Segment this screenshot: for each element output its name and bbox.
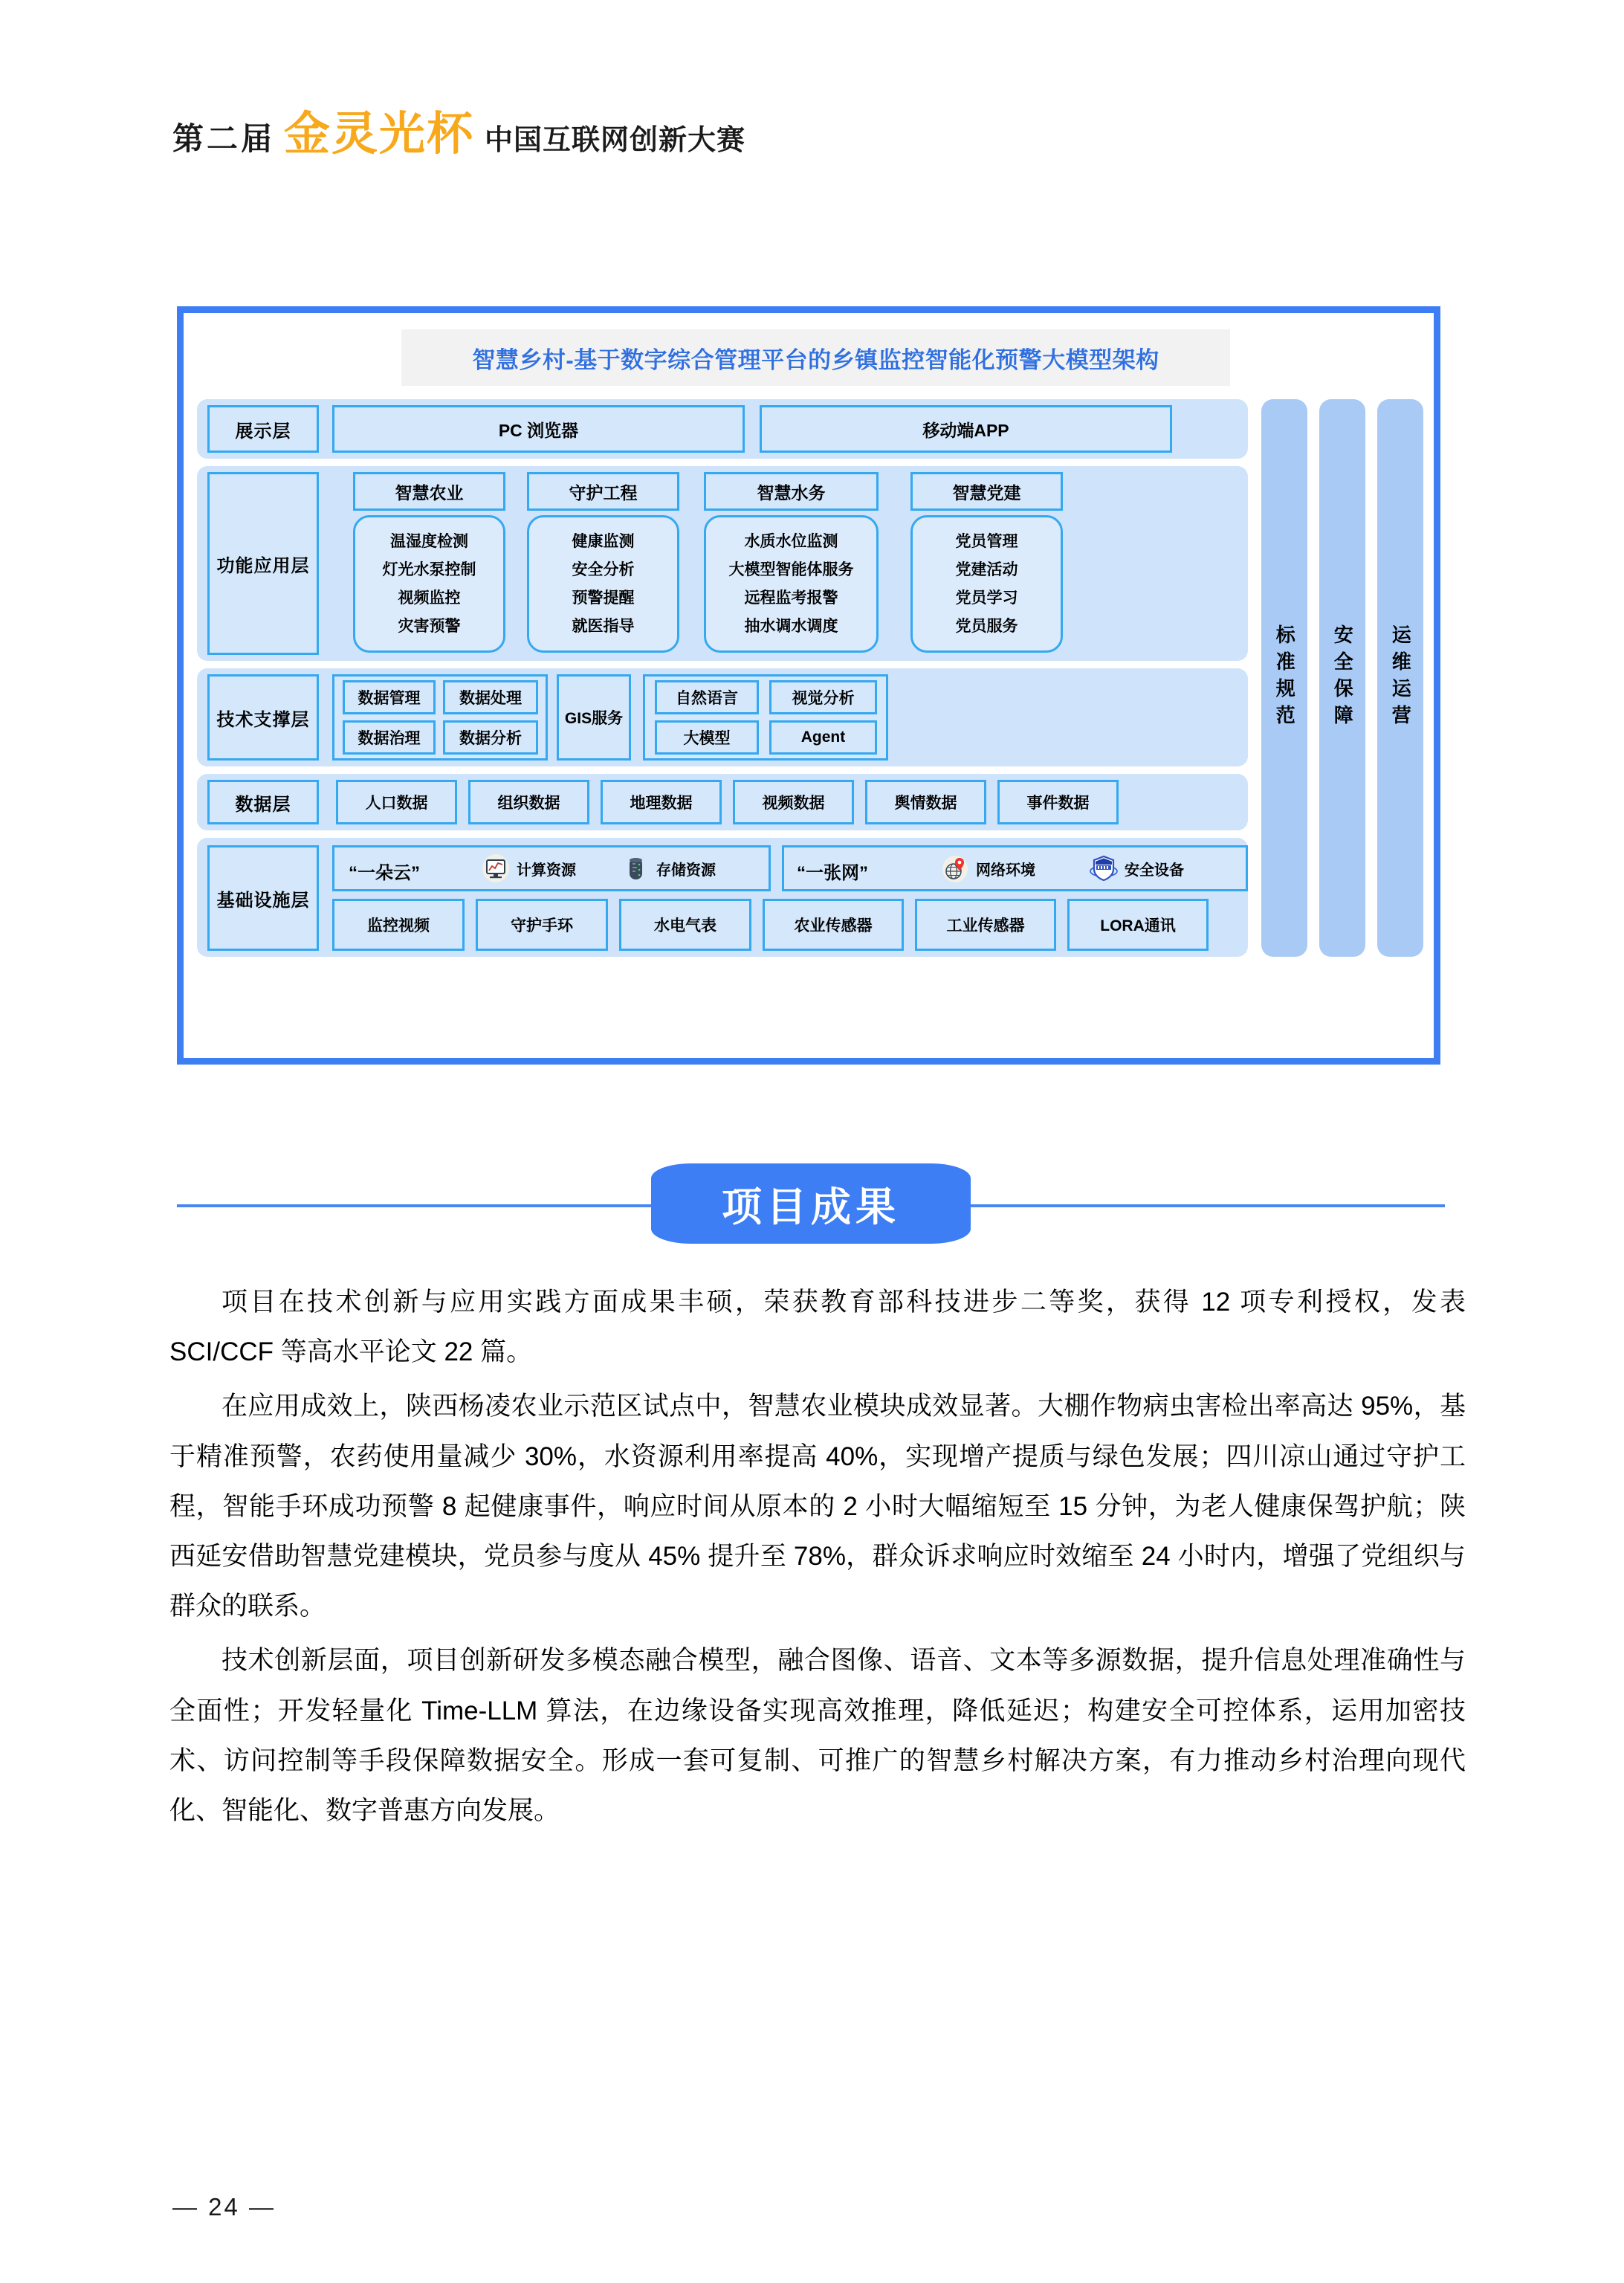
paragraph-application-results: 在应用成效上，陕西杨凌农业示范区试点中，智慧农业模块成效显著。大棚作物病虫害检出率高达 95%，基于精准预警，农药使用量减少 30%，水资源利用率提高 40%，实现增产提质与绿色发展；四川凉山通过守护工程，智能手环成功预警 8 起健康事件，响应时间从原本的 2 小时大幅缩短至 15 分钟，为老人健康保驾护航；陕西延安借助智慧党建模块，党员参与度从 45% 提升至 78%，群众诉求响应时效缩至 24 小时内，增强了党组织与群众的联系。 bbox=[169, 1392, 1466, 1621]
infra-storage-resource[interactable] bbox=[621, 853, 716, 883]
tech-item-data-governance[interactable]: 数据治理 bbox=[343, 720, 436, 755]
infra-device-wristband[interactable]: 守护手环 bbox=[476, 899, 608, 951]
side-column-security-label: 安全保障 bbox=[1331, 624, 1354, 732]
function-group-items-water bbox=[704, 515, 879, 653]
infra-security-label: 安全设备 bbox=[1125, 862, 1184, 879]
function-item: 安全分析 bbox=[572, 561, 635, 578]
globe-pin-icon bbox=[940, 853, 970, 883]
side-column-operations bbox=[1377, 399, 1423, 957]
database-icon bbox=[621, 853, 650, 883]
header-prefix: 第二届 bbox=[172, 121, 276, 156]
function-item: 远程监考报警 bbox=[744, 589, 838, 607]
shield-icon bbox=[1089, 853, 1119, 883]
function-item: 视频监控 bbox=[398, 589, 461, 607]
function-item: 灯光水泵控制 bbox=[382, 561, 476, 578]
section-header bbox=[177, 1163, 1445, 1245]
data-item-geography[interactable]: 地理数据 bbox=[601, 780, 722, 824]
section-title-pill bbox=[651, 1163, 971, 1244]
function-item: 党员服务 bbox=[955, 617, 1018, 635]
infra-device-agri-sensor[interactable]: 农业传感器 bbox=[763, 899, 904, 951]
function-item: 党建活动 bbox=[955, 561, 1018, 578]
function-item: 党员管理 bbox=[955, 532, 1018, 550]
page-header bbox=[172, 109, 746, 160]
infra-network-environment[interactable] bbox=[940, 853, 1035, 883]
infra-cloud-label: “一朵云” bbox=[349, 863, 420, 883]
data-item-opinion[interactable]: 舆情数据 bbox=[865, 780, 986, 824]
tech-item-vision[interactable]: 视觉分析 bbox=[769, 680, 877, 714]
section-title-text: 项目成果 bbox=[722, 1184, 900, 1230]
infra-compute-resource[interactable] bbox=[481, 853, 576, 883]
data-item-population[interactable]: 人口数据 bbox=[336, 780, 457, 824]
infra-device-lora[interactable]: LORA通讯 bbox=[1067, 899, 1209, 951]
infra-network-label: 网络环境 bbox=[976, 862, 1035, 879]
function-group-title-agriculture[interactable]: 智慧农业 bbox=[353, 472, 505, 511]
tech-item-data-processing[interactable]: 数据处理 bbox=[443, 680, 538, 714]
side-column-operations-label: 运维运营 bbox=[1389, 624, 1412, 732]
header-suffix: 中国互联网创新大赛 bbox=[485, 125, 746, 156]
layer-label-presentation: 展示层 bbox=[207, 405, 319, 453]
side-column-standards-label: 标准规范 bbox=[1273, 624, 1296, 732]
paragraph-technical-innovation: 技术创新层面，项目创新研发多模态融合模型，融合图像、语音、文本等多源数据，提升信息处理准确性与全面性；开发轻量化 Time-LLM 算法，在边缘设备实现高效推理，降低延迟；构建安全可控体系，运用加密技术、访问控制等手段保障数据安全。形成一套可复制、可推广的智慧乡村解决方案，有力推动乡村治理向现代化、智能化、数字普惠方向发展。 bbox=[169, 1646, 1466, 1825]
paragraph-achievements: 项目在技术创新与应用实践方面成果丰硕，荣获教育部科技进步二等奖，获得 12 项专利授权，发表 SCI/CCF 等高水平论文 22 篇。 bbox=[169, 1288, 1466, 1367]
layer-label-data: 数据层 bbox=[207, 780, 319, 824]
function-group-title-party[interactable]: 智慧党建 bbox=[910, 472, 1063, 511]
data-item-event[interactable]: 事件数据 bbox=[997, 780, 1119, 824]
tech-item-large-model[interactable]: 大模型 bbox=[655, 720, 759, 755]
diagram-title-text: 智慧乡村-基于数字综合管理平台的乡镇监控智能化预警大模型架构 bbox=[472, 346, 1159, 373]
infra-net-label: “一张网” bbox=[797, 863, 868, 883]
presentation-item-pc[interactable]: PC 浏览器 bbox=[332, 405, 745, 453]
layer-label-function: 功能应用层 bbox=[207, 472, 319, 655]
tech-item-gis-service[interactable]: GIS服务 bbox=[557, 674, 631, 761]
function-group-title-guardian[interactable]: 守护工程 bbox=[527, 472, 679, 511]
function-item: 预警提醒 bbox=[572, 589, 635, 607]
function-group-title-water[interactable]: 智慧水务 bbox=[704, 472, 879, 511]
function-item: 大模型智能体服务 bbox=[728, 561, 854, 578]
infra-device-industrial-sensor[interactable]: 工业传感器 bbox=[915, 899, 1056, 951]
function-group-items-agriculture bbox=[353, 515, 505, 653]
function-item: 灾害预警 bbox=[398, 617, 461, 635]
infra-compute-label: 计算资源 bbox=[517, 862, 576, 879]
tech-item-data-management[interactable]: 数据管理 bbox=[343, 680, 436, 714]
infra-device-surveillance[interactable]: 监控视频 bbox=[332, 899, 465, 951]
function-item: 健康监测 bbox=[572, 532, 635, 550]
monitor-chart-icon bbox=[481, 853, 511, 883]
infra-device-meters[interactable]: 水电气表 bbox=[619, 899, 751, 951]
function-group-items-party bbox=[910, 515, 1063, 653]
infra-security-device[interactable] bbox=[1089, 853, 1184, 883]
section-rule-left bbox=[177, 1204, 667, 1207]
tech-item-nlp[interactable]: 自然语言 bbox=[655, 680, 759, 714]
tech-item-data-analysis[interactable]: 数据分析 bbox=[443, 720, 538, 755]
layer-label-infrastructure: 基础设施层 bbox=[207, 845, 319, 951]
side-column-standards bbox=[1261, 399, 1307, 957]
page-number: — 24 — bbox=[172, 2193, 276, 2221]
tech-item-agent[interactable]: Agent bbox=[769, 720, 877, 755]
presentation-item-app[interactable]: 移动端APP bbox=[760, 405, 1172, 453]
data-item-video[interactable]: 视频数据 bbox=[733, 780, 854, 824]
function-group-items-guardian bbox=[527, 515, 679, 653]
layer-label-tech: 技术支撑层 bbox=[207, 674, 319, 761]
section-rule-right bbox=[954, 1204, 1445, 1207]
function-item: 温湿度检测 bbox=[390, 532, 468, 550]
infra-storage-label: 存储资源 bbox=[656, 862, 716, 879]
function-item: 抽水调水调度 bbox=[744, 617, 838, 635]
data-item-organization[interactable]: 组织数据 bbox=[468, 780, 589, 824]
function-item: 就医指导 bbox=[572, 617, 635, 635]
diagram-title bbox=[401, 329, 1230, 386]
header-brand: 金灵光杯 bbox=[284, 109, 475, 160]
function-item: 党员学习 bbox=[955, 589, 1018, 607]
side-column-security bbox=[1319, 399, 1365, 957]
architecture-diagram bbox=[177, 306, 1440, 1065]
function-item: 水质水位监测 bbox=[744, 532, 838, 550]
body-content bbox=[169, 1277, 1466, 1840]
